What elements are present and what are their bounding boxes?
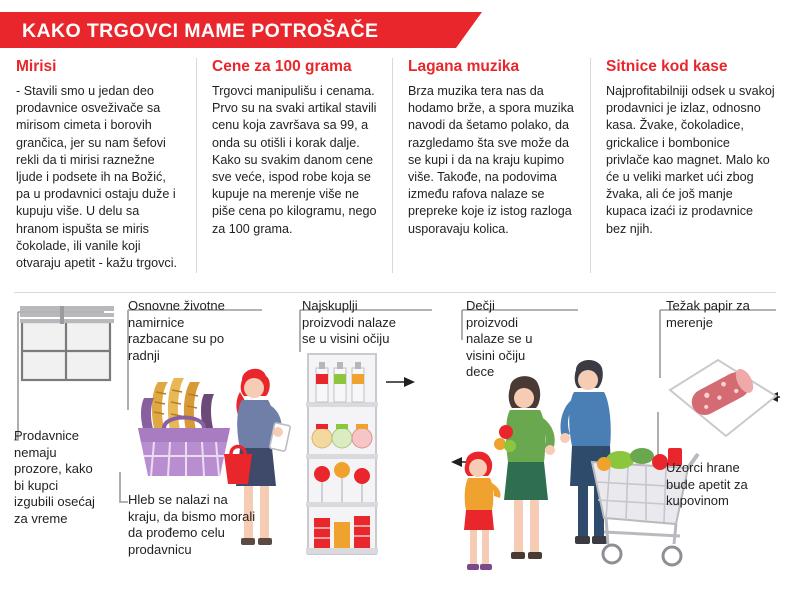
column-body: - Stavili smo u jedan deo prodavnice osveživače sa mirisom cimeta i borovih grančica, jer su nam šefovi rekli da ti mirisi raznežne ljude i podsete ih na Božić, pa u prodavnici ostaju duže i kupuju više. U delu sa hranom ispušta se miris čokolade, ili vanile koji otvaraju apetit - kažu trgovci. <box>16 84 177 271</box>
callout-bread: Hleb se nalazi na kraju, da bismo morali da prođemo celu prodavnicu <box>128 492 256 557</box>
window-blinds-icon <box>20 306 116 384</box>
store-shelf-icon <box>296 350 388 565</box>
column-body: Trgovci manipulišu i cenama. Prvo su na svaki artikal stavili cenu koja završava sa 99, a onda su otišli i korak dalje. Kako su svakim danom cene sve veće, ispod robe koja se kupuje na merenje više ne piše cena po kilogramu, nego za 100 grama. <box>212 84 377 236</box>
column-cene-za-100-grama <box>196 58 392 290</box>
illustration-scene <box>0 292 790 592</box>
column-title: Cene za 100 grama <box>212 58 352 75</box>
text-columns <box>0 58 790 290</box>
column-body: Najprofitabilniji odsek u svakoj prodavnici je izlaz, odnosno kasa. Žvake, čokoladice, grickalice i bombonice privlače kao magnet. Malo ko će u veliki market ući zbog žvaka, ali će još manje kupaca izaći iz prodavnice bez njih. <box>606 84 775 236</box>
column-lagana-muzika <box>392 58 590 290</box>
header <box>0 12 488 48</box>
sausage-sample-icon <box>664 350 782 448</box>
callout-expensive-eye-level: Najskuplji proizvodi nalaze se u visini očiju <box>302 298 396 346</box>
callout-heavy-paper: Težak papir za merenje <box>666 298 750 330</box>
page-title: KAKO TRGOVCI MAME POTROŠAČE <box>22 20 379 42</box>
column-body: Brza muzika tera nas da hodamo brže, a spora muzika navodi da šetamo polako, da razgledamo šta sve može da se kupi i da na kraju kupimo više. Takođe, na podovima između rafova nalaze se prepreke koje iz istog razloga usporavaju kolica. <box>408 84 574 236</box>
column-title: Sitnice kod kase <box>606 58 728 75</box>
callout-basics-scattered: Osnovne životne namirnice razbacane su po radnji <box>128 298 225 363</box>
column-title: Lagana muzika <box>408 58 520 75</box>
callout-kids-eye-level: Dečji proizvodi nalaze se u visini očiju dece <box>466 298 533 379</box>
column-mirisi <box>0 58 196 290</box>
woman-green-shopper-icon <box>492 370 564 566</box>
column-sitnice-kod-kase <box>590 58 790 290</box>
callout-windows: Prodavnice nemaju prozore, kako bi kupci izgubili osećaj za vreme <box>14 428 95 526</box>
column-title: Mirisi <box>16 58 57 75</box>
callout-food-samples: Uzorci hrane bude apetit za kupovinom <box>666 460 748 508</box>
